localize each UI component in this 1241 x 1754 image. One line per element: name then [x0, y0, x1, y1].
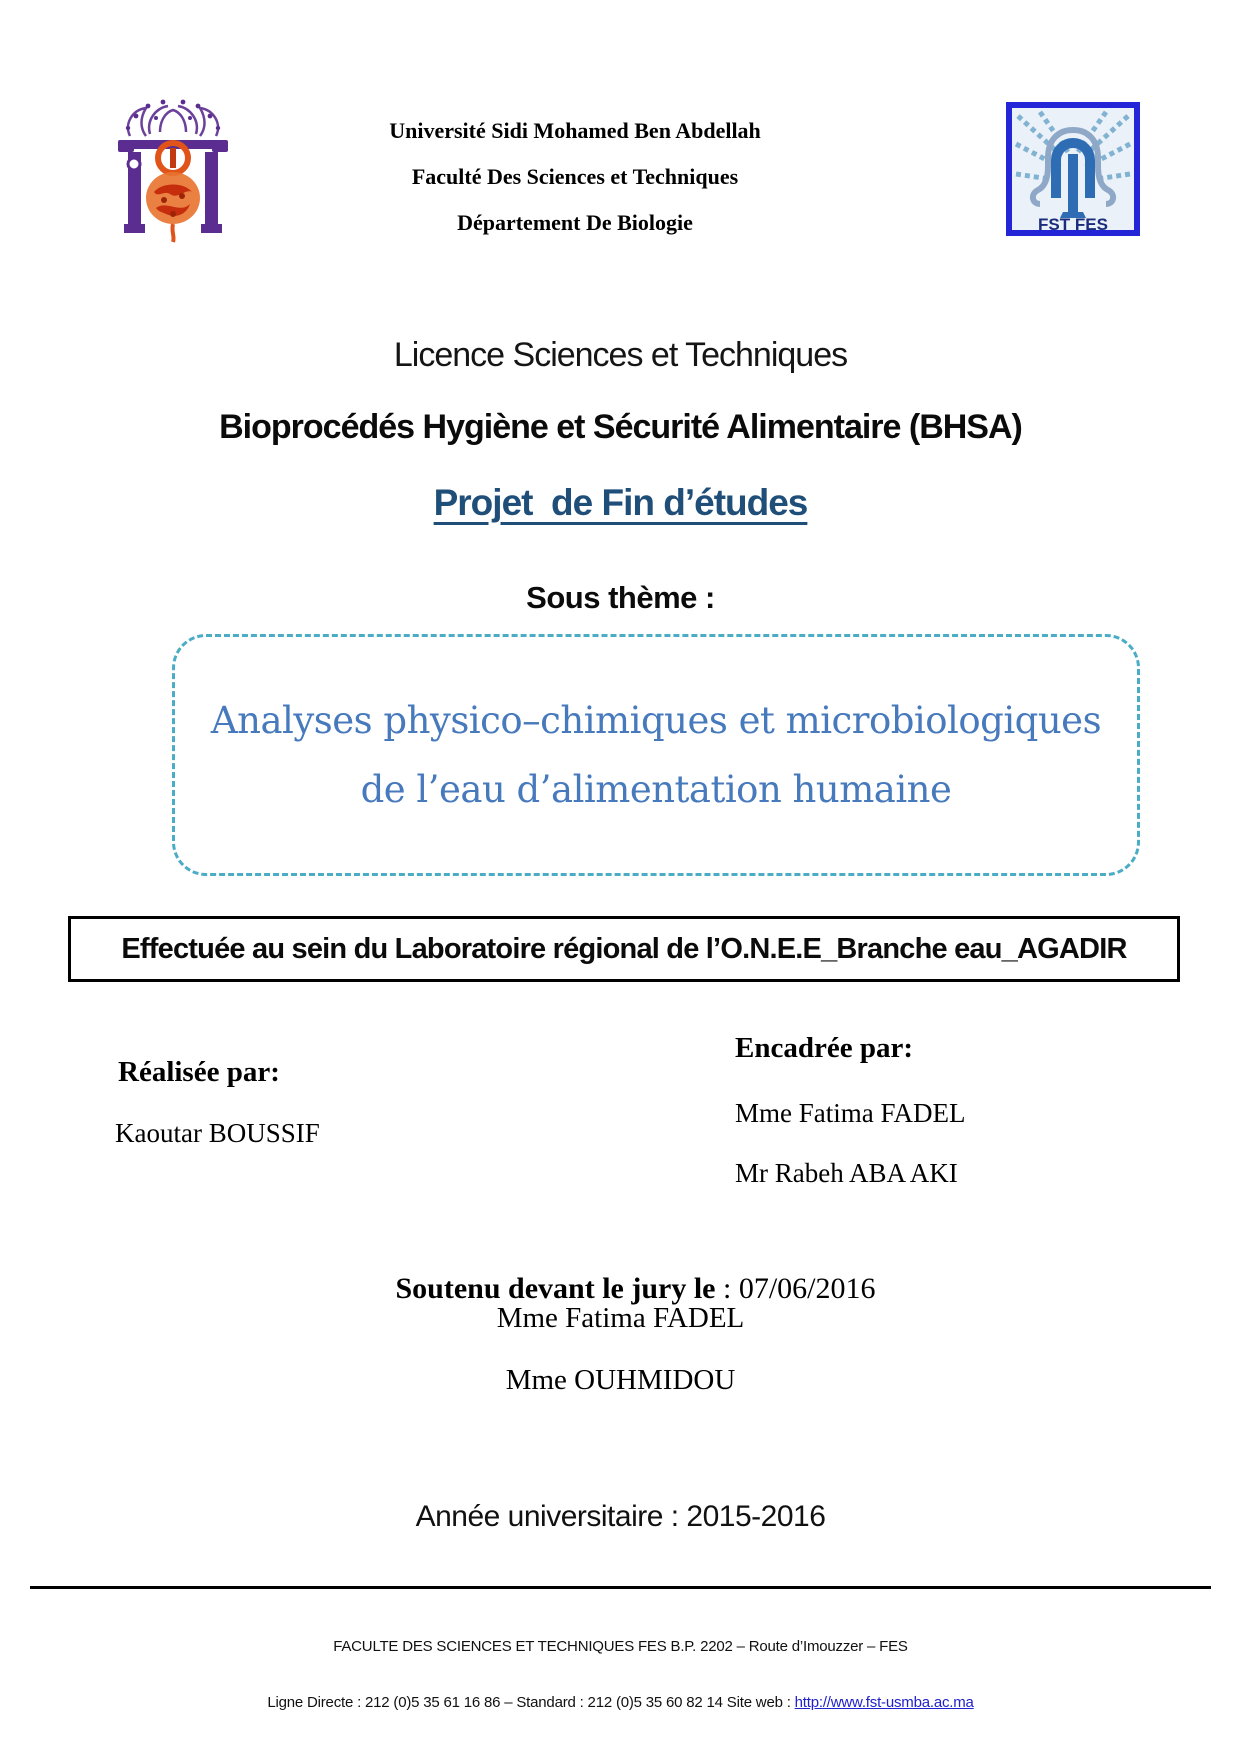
document-type-title: Projet de Fin d’études: [433, 482, 808, 523]
fst-fes-logo-icon: [1006, 102, 1140, 236]
fst-fes-logo: [1006, 102, 1140, 236]
jury-label: Soutenu devant le jury le: [395, 1272, 716, 1305]
footer-contact: [0, 1694, 1241, 1711]
academic-year: Année universitaire : 2015-2016: [415, 1500, 826, 1533]
thesis-title-line1: Analyses physico–chimiques et microbiologiques: [210, 699, 1102, 742]
author-name: Kaoutar BOUSSIF: [115, 1118, 320, 1148]
faculty-name: Faculté Des Sciences et Techniques: [411, 164, 739, 189]
thesis-title-box: [172, 634, 1140, 876]
footer-contact-text: Ligne Directe : 212 (0)5 35 61 16 86 – Standard : 212 (0)5 35 60 82 14 Site web :: [267, 1694, 795, 1711]
jury-member-1: Mme Fatima FADEL: [496, 1302, 745, 1334]
location-banner-box: [68, 916, 1180, 982]
subtheme-label: Sous thème :: [526, 580, 715, 615]
supervisor-name-2: Mr Rabeh ABA AKI: [735, 1158, 958, 1188]
fst-fes-caption: FST FES: [1038, 215, 1108, 234]
thesis-title-line2: de l’eau d’alimentation humaine: [360, 768, 952, 811]
footer-website-link[interactable]: http://www.fst-usmba.ac.ma: [794, 1694, 974, 1711]
program-name: Licence Sciences et Techniques: [393, 336, 848, 374]
supervisor-name-1: Mme Fatima FADEL: [735, 1098, 966, 1128]
jury-member-2: Mme OUHMIDOU: [505, 1364, 736, 1396]
author-label: Réalisée par:: [118, 1056, 280, 1088]
jury-date: : 07/06/2016: [715, 1272, 876, 1305]
supervisor-label: Encadrée par:: [735, 1032, 913, 1064]
location-banner-text: Effectuée au sein du Laboratoire régional de l’O.N.E.E_Branche eau_AGADIR: [121, 932, 1127, 965]
department-name: Département De Biologie: [457, 210, 693, 235]
footer-divider: [30, 1586, 1211, 1589]
university-name: Université Sidi Mohamed Ben Abdellah: [389, 118, 761, 143]
footer-address: FACULTE DES SCIENCES ET TECHNIQUES FES B.P. 2202 – Route d’Imouzzer – FES: [333, 1638, 908, 1655]
specialty-name: Bioprocédés Hygiène et Sécurité Alimentaire (BHSA): [219, 408, 1022, 446]
